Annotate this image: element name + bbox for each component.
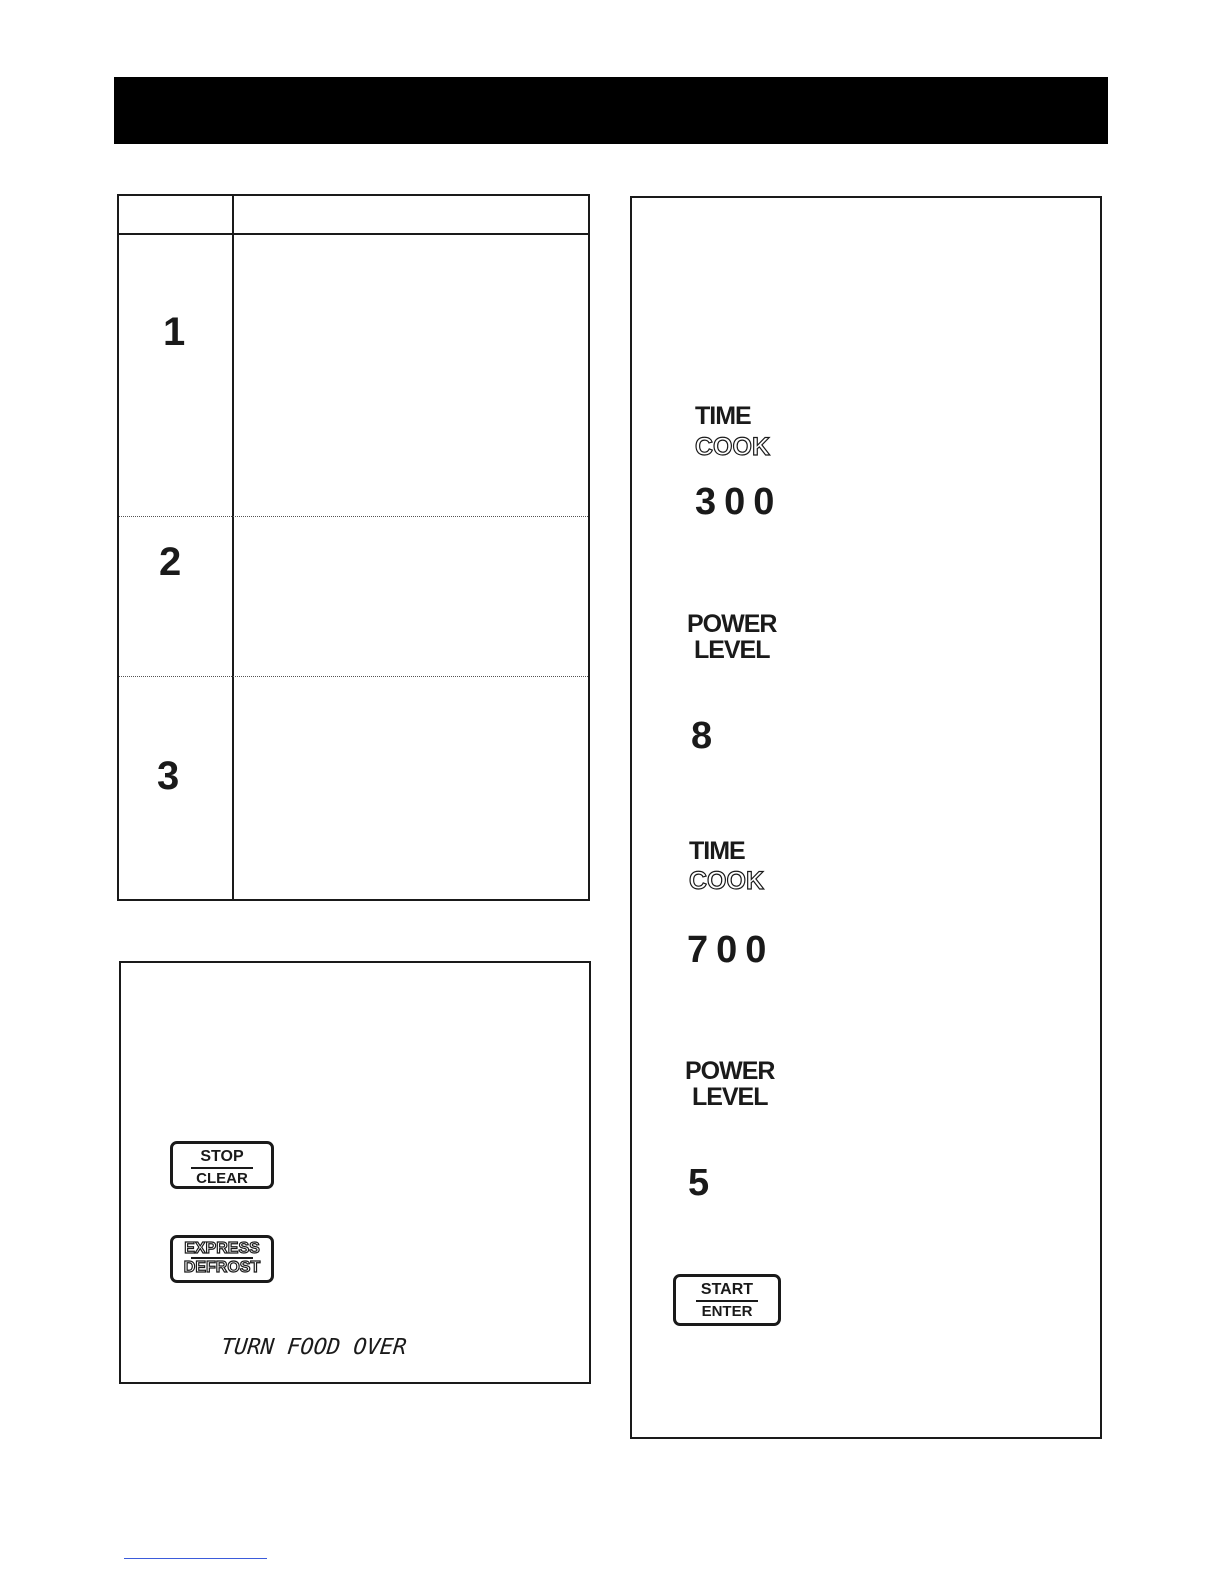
power-digit-2: 5 — [688, 1162, 718, 1204]
tip-box — [119, 961, 591, 1384]
display-turn-food-over: TURN FOOD OVER — [219, 1335, 408, 1360]
power-digit-1: 8 — [691, 715, 721, 757]
row-divider — [119, 676, 588, 677]
enter-label: ENTER — [701, 1303, 753, 1320]
button-rule — [696, 1300, 758, 1302]
stop-clear-button[interactable] — [170, 1141, 274, 1189]
express-label: EXPRESS — [184, 1240, 260, 1257]
defrost-label: DEFROST — [183, 1259, 261, 1276]
digit-entry-2: 700 — [687, 929, 775, 971]
power-label: POWER — [685, 1057, 775, 1085]
section-header-bar — [114, 77, 1108, 144]
power-level-key-2[interactable] — [685, 1058, 774, 1110]
start-enter-button[interactable] — [673, 1274, 781, 1326]
express-defrost-button[interactable] — [170, 1235, 274, 1283]
level-label: LEVEL — [691, 1083, 768, 1111]
row-divider — [119, 516, 588, 517]
time-cook-key-1[interactable] — [695, 403, 770, 460]
example-box — [630, 196, 1102, 1439]
step-number-1: 1 — [163, 310, 186, 354]
header-row-divider — [119, 233, 588, 235]
footer-link-underline — [124, 1558, 267, 1559]
column-divider — [232, 196, 234, 899]
cook-label: COOK — [695, 433, 770, 461]
step-number-3: 3 — [157, 754, 180, 798]
power-label: POWER — [687, 610, 777, 638]
clear-label: CLEAR — [196, 1170, 248, 1187]
level-label: LEVEL — [693, 636, 770, 664]
start-label: START — [700, 1281, 754, 1298]
cook-label: COOK — [689, 867, 764, 895]
button-rule — [191, 1167, 253, 1169]
time-label: TIME — [689, 837, 745, 865]
time-label: TIME — [695, 402, 751, 430]
time-cook-key-2[interactable] — [689, 838, 764, 894]
power-level-key-1[interactable] — [687, 611, 776, 663]
stop-label: STOP — [200, 1148, 244, 1165]
step-number-2: 2 — [159, 540, 182, 584]
digit-entry-1: 300 — [695, 481, 783, 523]
steps-table — [117, 194, 590, 901]
